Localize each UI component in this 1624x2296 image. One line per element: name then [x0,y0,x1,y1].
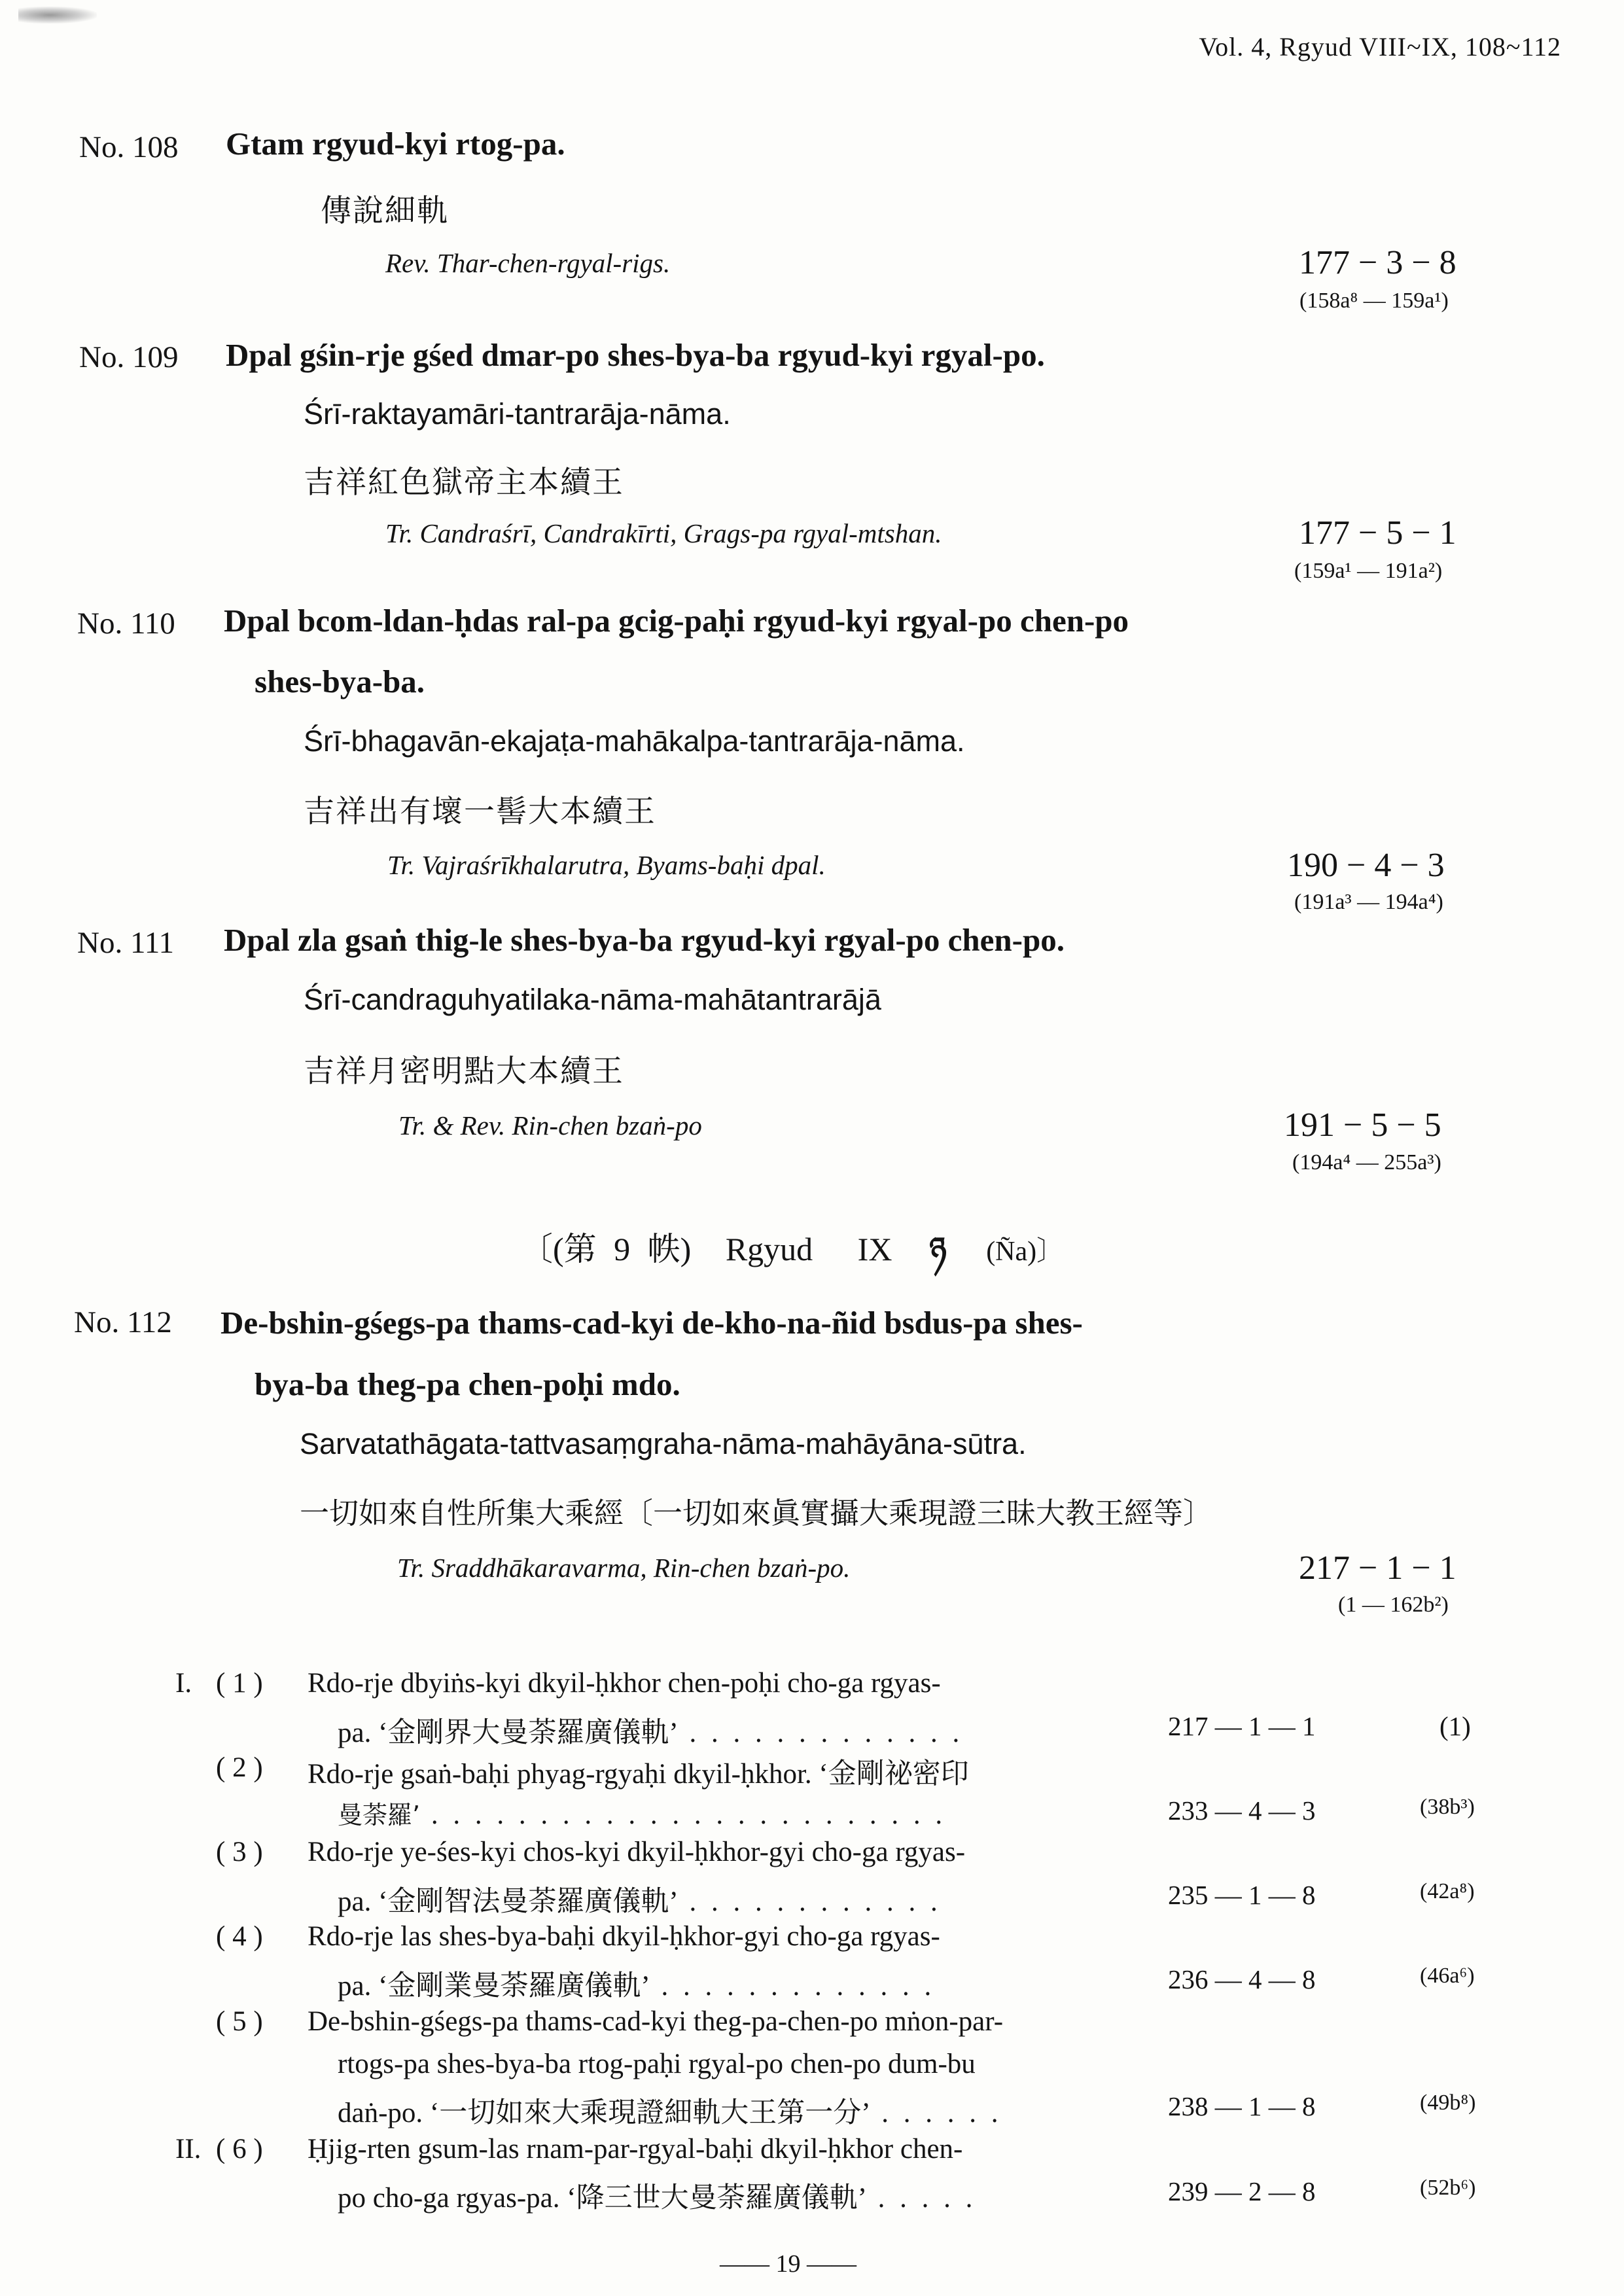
subsection-catalog-number: 235 — 1 — 8 [1168,1880,1316,1910]
entry-catalog-number: 177 − 5 − 1 [1299,514,1456,552]
scan-artifact [18,7,97,24]
subsection-title-continued: po cho-ga rgyas-pa. ‘降三世大曼荼羅廣儀軌’ . . . . . [338,2183,977,2214]
section-letter-name: (Ña)〕 [986,1237,1065,1267]
section-open: 〔(第 [520,1231,597,1267]
subsection-title-continued: pa. ‘金剛業曼荼羅廣儀軌’ . . . . . . . . . . . . . [338,1971,936,2002]
entry-folio-range: (158a⁸ — 159a¹) [1299,289,1449,313]
subsection-title: Rdo-rje dbyiṅs-kyi dkyil-ḥkhor chen-poḥi cho-ga rgyas- [308,1668,941,1699]
entry-number: No. 108 [79,130,179,164]
entry-folio-range: (159a¹ — 191a²) [1294,559,1443,583]
entry-title-continued: shes-bya-ba. [255,663,425,699]
entry-translator: Tr. Candraśrī, Candrakīrti, Grags-pa rgyal-mtshan. [385,518,942,548]
part-label: II. [175,2134,202,2164]
subsection-catalog-number: 233 — 4 — 3 [1168,1795,1316,1826]
entry-number: No. 111 [77,926,174,960]
subsection-title-continued: daṅ-po. ‘一切如來大乘現證細軌大王第一分’ . . . . . . [338,2098,1002,2128]
entry-sanskrit-title: Śrī-candraguhyatilaka-nāma-mahātantrarājā [304,983,881,1016]
section-heading [520,1213,1064,1305]
entry-translator: Rev. Thar-chen-rgyal-rigs. [385,248,671,278]
entry-translator: Tr. & Rev. Rin-chen bzaṅ-po [398,1110,702,1140]
subsection-catalog-number: 236 — 4 — 8 [1168,1964,1316,1994]
subsection-title: Rdo-rje las shes-bya-baḥi dkyil-ḥkhor-gyi cho-ga rgyas- [308,1921,940,1952]
entry-catalog-number: 217 − 1 − 1 [1299,1549,1456,1587]
page-number: —— 19 —— [720,2250,856,2278]
entry-sanskrit-title: Śrī-raktayamāri-tantrarāja-nāma. [304,397,731,431]
subsection-title: De-bshin-gśegs-pa thams-cad-kyi theg-pa-chen-po mṅon-par- [308,2006,1004,2037]
section-tibetan-letter: ཉ [928,1230,947,1268]
subsection-title-continued: pa. ‘金剛智法曼荼羅廣儀軌’ . . . . . . . . . . . . [338,1886,942,1917]
entry-catalog-number: 177 − 3 − 8 [1299,244,1456,281]
subsection-title-text: po cho-ga rgyas-pa. ‘降三世大曼荼羅廣儀軌’ [338,2183,867,2214]
subsection-index: ( 5 ) [216,2006,263,2037]
subsection-title-text: daṅ-po. ‘一切如來大乘現證細軌大王第一分’ [338,2098,871,2128]
subsection-title: Rdo-rje gsaṅ-baḥi phyag-rgyaḥi dkyil-ḥkhor. ‘金剛祕密印 [308,1759,969,1790]
entry-sanskrit-title: Sarvatathāgata-tattvasaṃgraha-nāma-mahāyāna-sūtra. [300,1427,1027,1460]
entry-sanskrit-title: Śrī-bhagavān-ekajaṭa-mahākalpa-tantrarāja-nāma. [304,724,965,758]
entry-chinese-title: 吉祥出有壞一髻大本續王 [304,794,656,830]
entry-folio-range: (194a⁴ — 255a³) [1292,1150,1441,1174]
entry-title: Dpal zla gsaṅ thig-le shes-bya-ba rgyud-kyi rgyal-po chen-po. [224,922,1065,958]
subsection-title-continued: pa. ‘金剛界大曼荼羅廣儀軌’ . . . . . . . . . . . . . [338,1718,964,1748]
entry-number: No. 112 [74,1305,172,1339]
subsection-catalog-number: 238 — 1 — 8 [1168,2091,1316,2121]
subsection-title: Rdo-rje ye-śes-kyi chos-kyi dkyil-ḥkhor-gyi cho-ga rgyas- [308,1837,966,1867]
subsection-index: ( 6 ) [216,2134,263,2164]
subsection-title-text: pa. ‘金剛智法曼荼羅廣儀軌’ [338,1886,679,1917]
subsection-title-text: pa. ‘金剛業曼荼羅廣儀軌’ [338,1971,650,2002]
entry-title-continued: bya-ba theg-pa chen-poḥi mdo. [255,1366,680,1402]
entry-chinese-title: 吉祥紅色獄帝主本續王 [304,465,624,501]
subsection-title-continued: rtogs-pa shes-bya-ba rtog-paḥi rgyal-po chen-po dum-bu [338,2049,976,2079]
entry-chinese-title: 吉祥月密明點大本續王 [304,1053,624,1089]
entry-catalog-number: 190 − 4 − 3 [1287,847,1445,884]
entry-chinese-title: 傳說細軌 [321,193,449,229]
entry-title: De-bshin-gśegs-pa thams-cad-kyi de-kho-na-ñid bsdus-pa shes- [221,1305,1083,1341]
subsection-folio: (52b⁶) [1420,2176,1476,2200]
entry-title: Dpal bcom-ldan-ḥdas ral-pa gcig-paḥi rgyud-kyi rgyal-po chen-po [224,603,1129,639]
subsection-index: ( 4 ) [216,1921,263,1952]
subsection-title-text: 曼荼羅’ [338,1801,421,1829]
entry-number: No. 110 [77,607,175,641]
subsection-index: ( 1 ) [216,1668,263,1699]
entry-folio-range: (191a³ — 194a⁴) [1294,890,1443,914]
entry-catalog-number: 191 − 5 − 5 [1284,1106,1441,1144]
subsection-title-continued: 曼荼羅’ . . . . . . . . . . . . . . . . . . . . . . . . [338,1799,947,1830]
running-header: Vol. 4, Rgyud VIII~IX, 108~112 [1199,32,1561,62]
subsection-folio: (38b³) [1420,1795,1475,1819]
entry-folio-range: (1 — 162b²) [1338,1593,1449,1617]
subsection-folio: (49b⁸) [1420,2091,1476,2115]
subsection-catalog-number: 217 — 1 — 1 [1168,1711,1316,1741]
subsection-index: ( 2 ) [216,1752,263,1783]
entry-translator: Tr. Vajraśrīkhalarutra, Byams-baḥi dpal. [387,850,826,880]
entry-number: No. 109 [79,340,179,374]
subsection-title: Ḥjig-rten gsum-las rnam-par-rgyal-baḥi dkyil-ḥkhor chen- [308,2134,963,2164]
entry-title: Gtam rgyud-kyi rtog-pa. [226,126,565,162]
subsection-folio: (42a⁸) [1420,1879,1475,1903]
subsection-folio: (1) [1439,1711,1471,1741]
entry-chinese-title: 一切如來自性所集大乘經〔一切如來眞實攝大乘現證三昧大教王經等〕 [300,1496,1213,1530]
part-label: I. [175,1668,192,1699]
section-number: 9 [614,1231,631,1267]
subsection-folio: (46a⁶) [1420,1964,1475,1988]
section-volume: IX [857,1231,892,1267]
entry-title: Dpal gśin-rje gśed dmar-po shes-bya-ba rgyud-kyi rgyal-po. [226,337,1045,373]
entry-translator: Tr. Sraddhākaravarma, Rin-chen bzaṅ-po. [397,1553,851,1583]
section-box: 帙) [647,1231,692,1267]
section-rgyud: Rgyud [725,1231,813,1267]
subsection-catalog-number: 239 — 2 — 8 [1168,2176,1316,2206]
subsection-index: ( 3 ) [216,1837,263,1867]
subsection-title-text: pa. ‘金剛界大曼荼羅廣儀軌’ [338,1718,679,1748]
